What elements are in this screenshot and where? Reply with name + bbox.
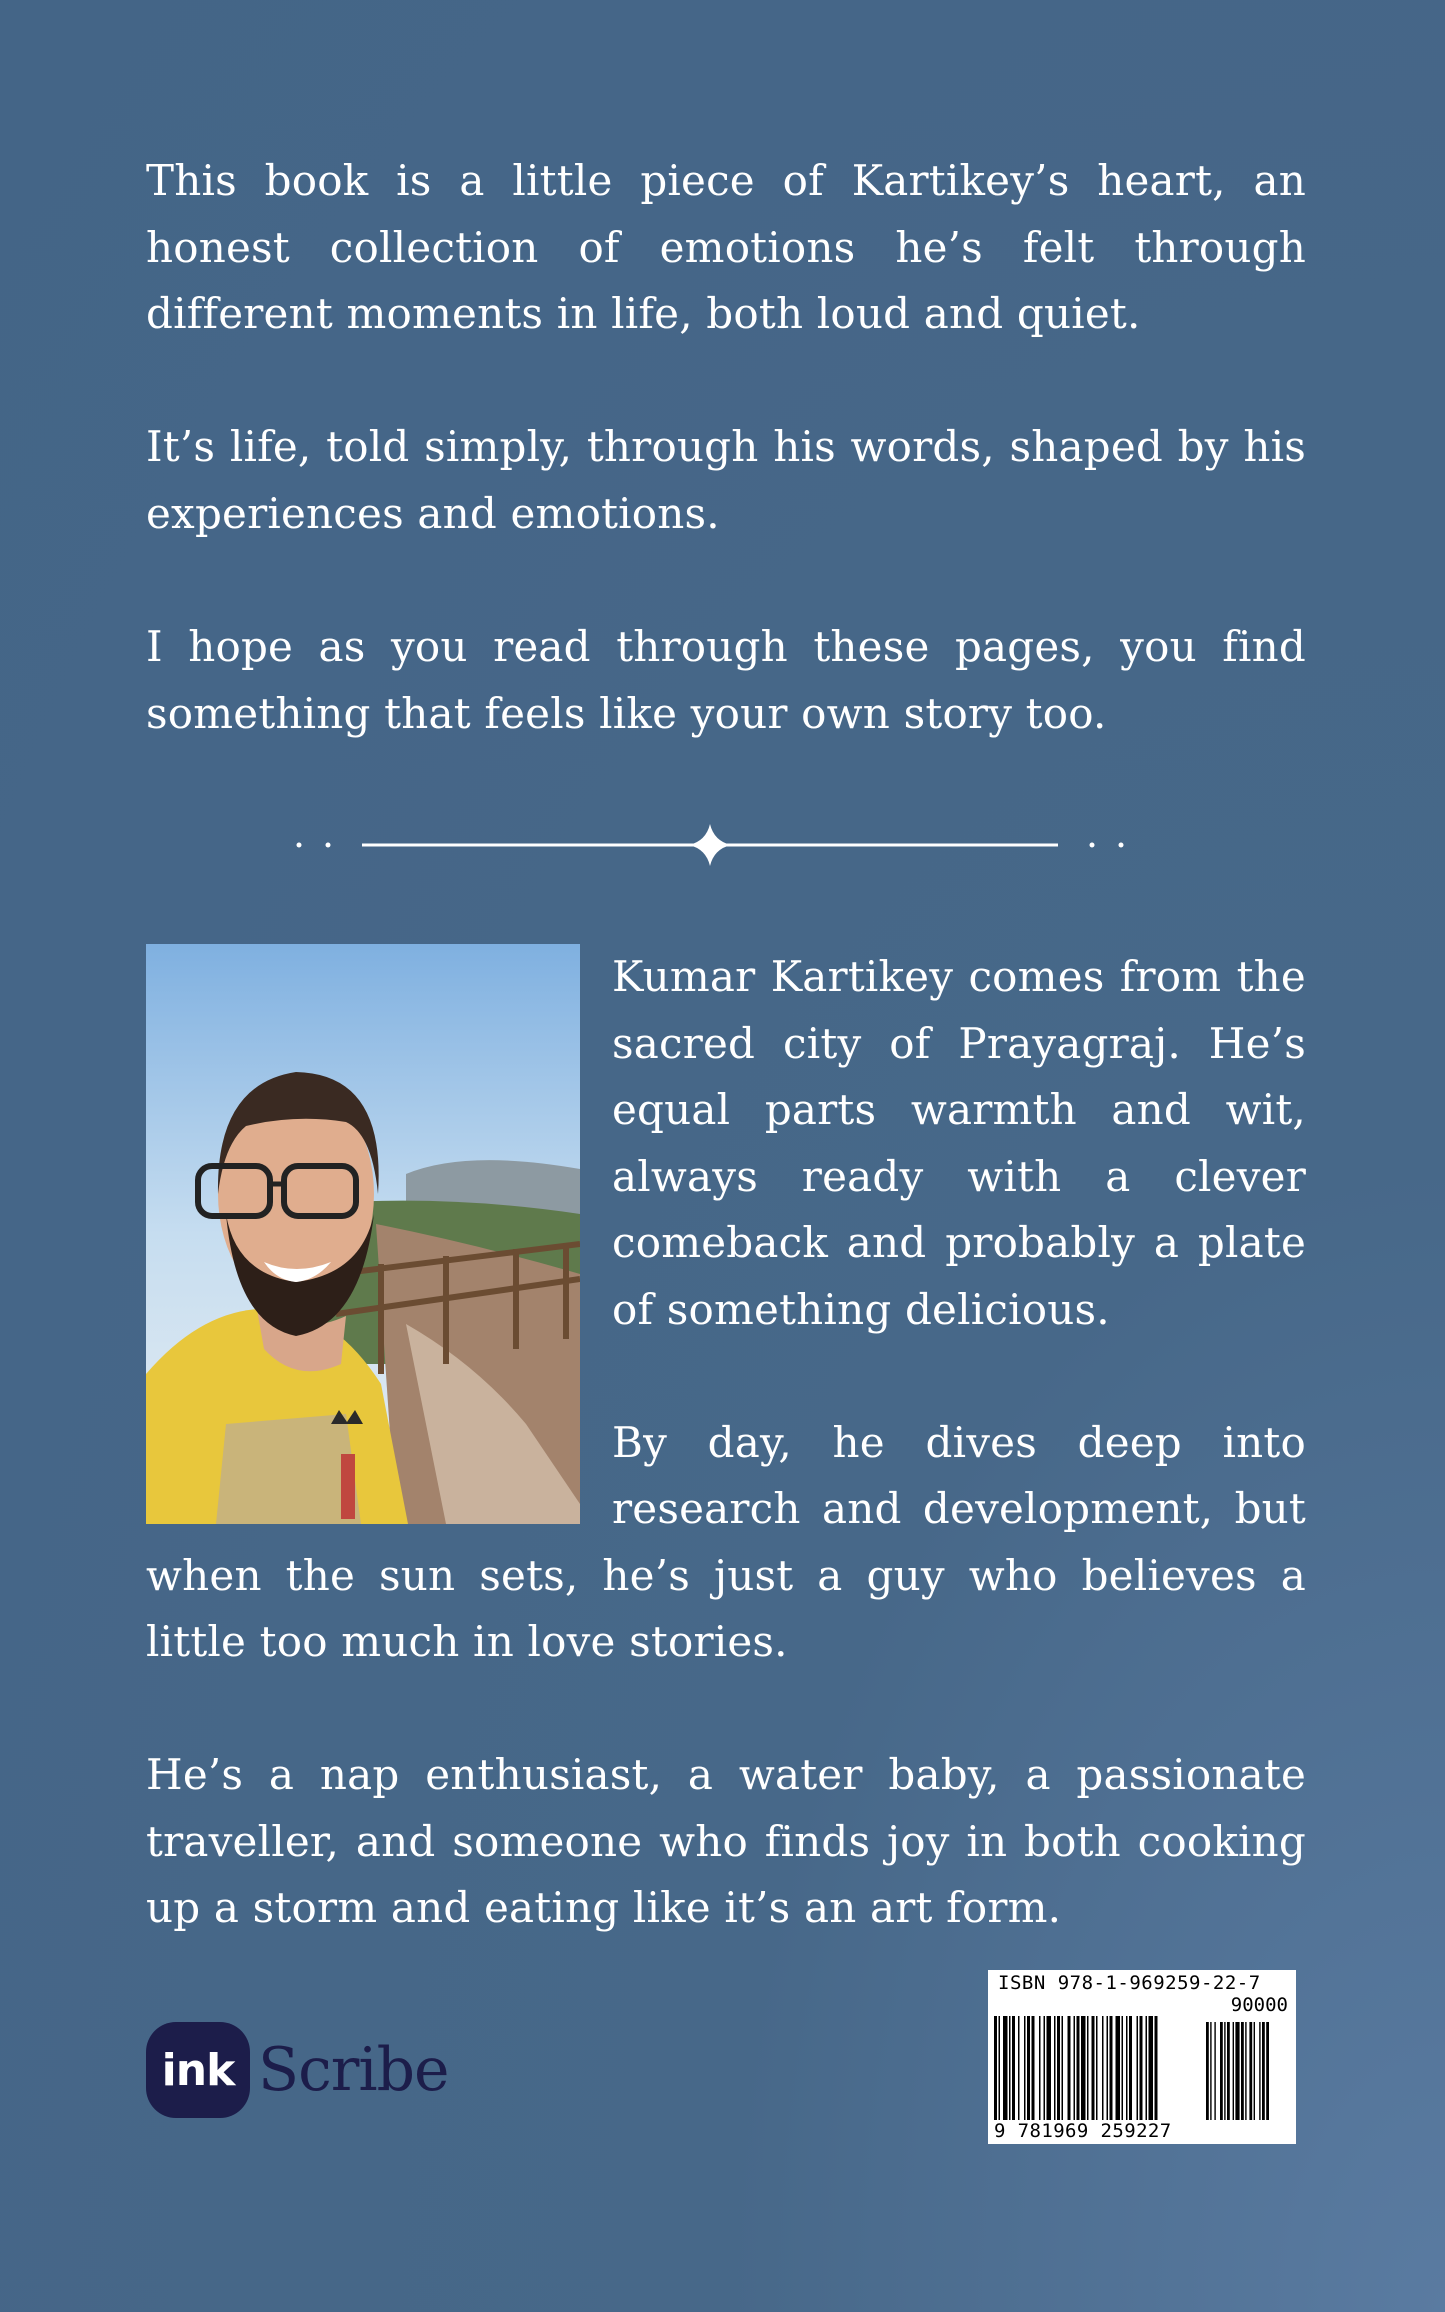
addon-bar [1254, 2022, 1255, 2120]
addon-bar [1235, 2022, 1239, 2120]
isbn-barcode [988, 1970, 1296, 2144]
barcode-bar [1012, 2016, 1015, 2120]
addon-bar [1266, 2022, 1269, 2120]
barcode-bar [1155, 2016, 1158, 2120]
publisher-logo [146, 2020, 449, 2120]
addon-bar [1224, 2022, 1225, 2120]
blurb-paragraph-2: It’s life, told simply, through his words, shaped by his experiences and emotions. [146, 422, 1306, 538]
barcode-bar [1027, 2016, 1030, 2120]
barcode-bar [1062, 2016, 1064, 2120]
barcode-bar [1018, 2016, 1020, 2120]
barcode-bar [1044, 2016, 1046, 2120]
barcode-bars [994, 2016, 1290, 2120]
barcode-bar [1009, 2016, 1011, 2120]
barcode-bar [1047, 2016, 1052, 2120]
barcode-bar [999, 2016, 1001, 2120]
publisher-badge: ink [146, 2022, 250, 2118]
addon-bar [1245, 2022, 1246, 2120]
barcode-bar [1096, 2016, 1098, 2120]
addon-bar [1206, 2022, 1209, 2120]
addon-bar [1241, 2022, 1244, 2120]
barcode-bar [1102, 2016, 1104, 2120]
barcode-bar [994, 2016, 997, 2120]
barcode-bar [1054, 2016, 1056, 2120]
barcode-bar [1032, 2016, 1035, 2120]
barcode-bar [1116, 2016, 1121, 2120]
publisher-name: Scribe [258, 2035, 449, 2105]
addon-bar [1233, 2022, 1234, 2120]
barcode-bar [1003, 2016, 1008, 2120]
isbn-digits: 9 781969 259227 [994, 2120, 1172, 2142]
ornament-divider [290, 820, 1130, 870]
addon-bar [1210, 2022, 1211, 2120]
bio-paragraph-3: He’s a nap enthusiast, a water baby, a passionate traveller, and someone who finds joy in both cooking up a storm and eating like it’s an art form. [146, 1750, 1306, 1932]
bio-paragraph-1: Kumar Kartikey comes from the sacred city of Prayagraj. He’s equal parts warmth and wit, always ready with a clever comeback and probably a plate of something delicious. [612, 952, 1306, 1334]
barcode-bar [1149, 2016, 1154, 2120]
barcode-bar [1081, 2016, 1086, 2120]
barcode-bar [1122, 2016, 1124, 2120]
barcode-bar [1140, 2016, 1143, 2120]
barcode-bar [1057, 2016, 1060, 2120]
barcode-bar [1126, 2016, 1128, 2120]
barcode-bar [1110, 2016, 1113, 2120]
barcode-bar [1146, 2016, 1148, 2120]
addon-bar [1249, 2022, 1252, 2120]
barcode-bar [1087, 2016, 1089, 2120]
author-bio [146, 944, 1306, 1942]
barcode-bar [1092, 2016, 1095, 2120]
addon-bar [1259, 2022, 1260, 2120]
price-code: 90000 [1230, 1994, 1288, 2016]
isbn-label: ISBN 978-1-969259-22-7 [998, 1972, 1261, 1994]
addon-bar [1262, 2022, 1265, 2120]
blurb-paragraph-3: I hope as you read through these pages, you find something that feels like your own story too. [146, 622, 1306, 738]
barcode-bar [1039, 2016, 1041, 2120]
barcode-bar [1107, 2016, 1109, 2120]
barcode-bar [1129, 2016, 1132, 2120]
barcode-bar [1024, 2016, 1026, 2120]
barcode-bar [1068, 2016, 1071, 2120]
blurb-paragraph-1: This book is a little piece of Kartikey’s heart, an honest collection of emotions he’s felt through different moments in life, both loud and quiet. [146, 156, 1306, 338]
barcode-bar [1137, 2016, 1139, 2120]
addon-bar [1214, 2022, 1215, 2120]
barcode-bar [1077, 2016, 1080, 2120]
barcode-bar [1074, 2016, 1076, 2120]
bio-paragraph-2: By day, he dives deep into research and development, but when the sun sets, he’s just a guy who believes a little too much in love stories. [146, 1417, 1306, 1666]
addon-bar [1220, 2022, 1223, 2120]
addon-bar [1227, 2022, 1230, 2120]
